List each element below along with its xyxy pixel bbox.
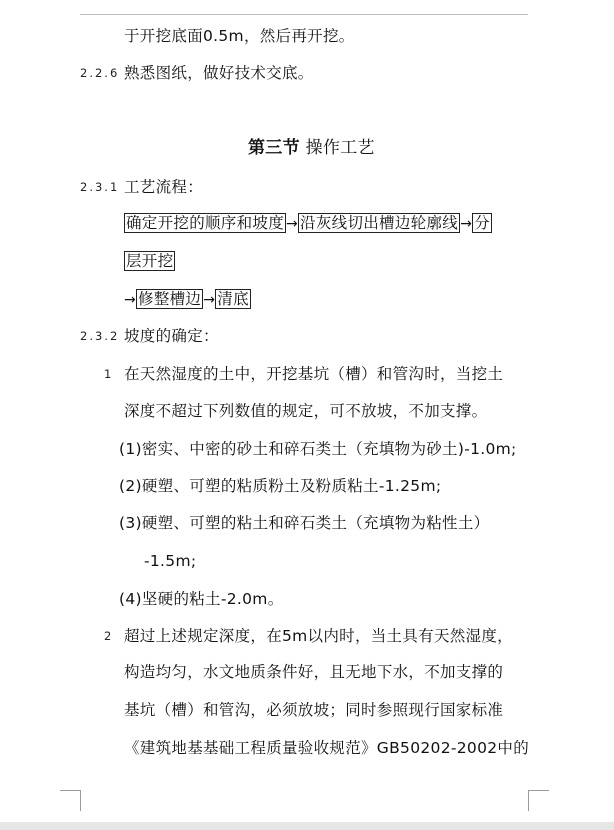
section-text: 工艺流程： [124, 178, 204, 196]
flow-arrow-icon: → [203, 292, 216, 308]
section-text: 熟悉图纸，做好技术交底。 [124, 64, 314, 82]
margin-corner-mark [60, 790, 81, 811]
flow-step-box: 清底 [217, 290, 249, 308]
flow-arrow-icon: → [124, 292, 137, 308]
text-line: 在天然湿度的土中，开挖基坑（槽）和管沟时，当挖土 [124, 365, 504, 383]
section-title-rest: 操作工艺 [299, 138, 375, 158]
text-line: (2)硬塑、可塑的粘质粉土及粉质粘土-1.25m; [119, 477, 442, 495]
section-number: 2.3.1 [80, 180, 120, 194]
section-text: 坡度的确定： [124, 327, 219, 345]
section-title [248, 138, 375, 158]
item-number: 1 [104, 367, 114, 381]
page-gap [0, 822, 614, 830]
flow-line-2 [124, 251, 175, 271]
text-line: -1.5m; [144, 552, 197, 570]
text-line: (4)坚硬的粘土-2.0m。 [119, 590, 284, 608]
margin-corner-mark [528, 790, 549, 811]
flow-line-3 [124, 289, 251, 310]
text-line: 基坑（槽）和管沟，必须放坡；同时参照现行国家标准 [124, 701, 504, 719]
text-line: (1)密实、中密的砂土和碎石类土（充填物为砂土)-1.0m; [119, 440, 517, 458]
flow-step-box: 修整槽边 [138, 290, 202, 308]
item-number: 2 [104, 629, 114, 643]
text-line: 超过上述规定深度，在5m以内时，当土具有天然湿度， [124, 627, 513, 645]
flow-step-box: 沿灰线切出槽边轮廓线 [300, 214, 459, 232]
text-line: (3)硬塑、可塑的粘土和碎石类土（充填物为粘性土） [119, 514, 490, 532]
flow-step-box: 确定开挖的顺序和坡度 [126, 214, 285, 232]
flow-step-box: 层开挖 [126, 252, 174, 270]
text-line: 《建筑地基基础工程质量验收规范》GB50202-2002中的 [124, 739, 529, 757]
flow-arrow-icon: → [460, 216, 473, 232]
text-line: 深度不超过下列数值的规定，可不放坡，不加支撑。 [124, 402, 488, 420]
text-line: 构造均匀，水文地质条件好，且无地下水，不加支撑的 [124, 663, 504, 681]
flow-step-box: 分 [474, 214, 490, 232]
flow-line-1 [124, 213, 492, 234]
section-number: 2.3.2 [80, 329, 120, 343]
text-line: 于开挖底面0.5m，然后再开挖。 [124, 27, 355, 45]
section-number: 2.2.6 [80, 66, 120, 80]
section-title-bold: 第三节 [248, 138, 300, 158]
header-rule [80, 14, 528, 15]
flow-arrow-icon: → [286, 216, 299, 232]
